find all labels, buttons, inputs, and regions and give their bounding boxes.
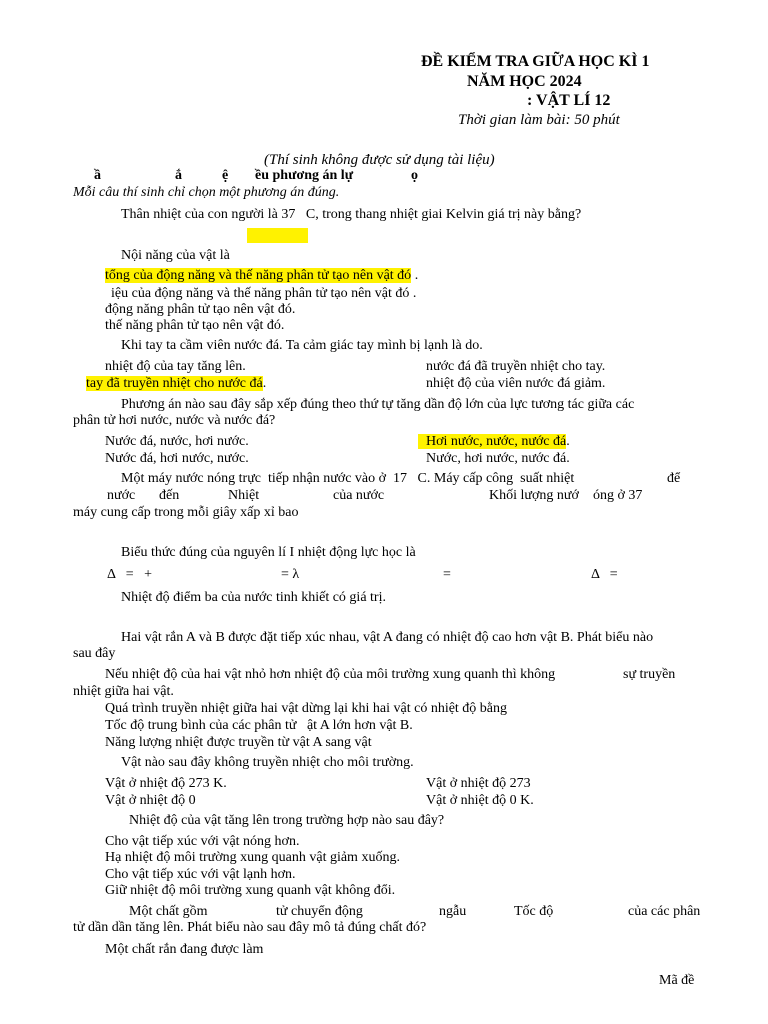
q11-fragment-3: ngẫu — [439, 904, 467, 919]
question-6: Biểu thức đúng của nguyên lí I nhiệt động lực học là — [121, 545, 416, 560]
q5-fragment-3: Nhiệt — [228, 488, 260, 503]
q2-option-a-text: tổng của động năng và thế năng phân tử tạo nên vật đó — [105, 268, 412, 283]
q5-fragment-1: nước — [107, 488, 136, 503]
q11-fragment-1: Một chất gồm — [129, 904, 208, 919]
question-8-line-1: Hai vật rắn A và B được đặt tiếp xúc nhau, vật A đang có nhiệt độ cao hơn vật B. Phát biểu nào — [121, 630, 654, 645]
q8-option-b: Quá trình truyền nhiệt giữa hai vật dừng lại khi hai vật có nhiệt độ bằng — [105, 701, 508, 716]
q2-option-a — [105, 268, 418, 284]
q6-formula-c: = — [443, 567, 451, 582]
question-8-line-2: sau đây — [73, 646, 116, 661]
q8-option-c: Tốc độ trung bình của các phân tử ật A lớn hơn vật B. — [105, 718, 413, 733]
q4-option-c: Nước đá, hơi nước, nước. — [105, 451, 249, 466]
q6-formula-a: Δ = + — [107, 567, 153, 582]
q6-formula-d: Δ = — [591, 567, 618, 582]
question-10: Nhiệt độ của vật tăng lên trong trường hợp nào sau đây? — [129, 813, 445, 828]
question-5-line-1-end: để — [667, 471, 681, 486]
q2-option-a-tail: . — [411, 268, 419, 283]
time-limit: Thời gian làm bài: 50 phút — [458, 112, 620, 128]
q10-option-a: Cho vật tiếp xúc với vật nóng hơn. — [105, 834, 300, 849]
q5-fragment-2: đến — [159, 488, 180, 503]
q8-option-a-line-2: nhiệt giữa hai vật. — [73, 684, 174, 699]
question-4-line-1: Phương án nào sau đây sắp xếp đúng theo thứ tự tăng dần độ lớn của lực tương tác giữa các — [121, 397, 635, 412]
q8-option-a-line-1: Nếu nhiệt độ của hai vật nhỏ hơn nhiệt độ của môi trường xung quanh thì không — [105, 667, 556, 682]
q10-option-c: Cho vật tiếp xúc với vật lạnh hơn. — [105, 867, 296, 882]
choose-one-instruction: Mỗi câu thí sinh chỉ chọn một phương án đúng. — [73, 185, 340, 200]
q9-option-d: Vật ở nhiệt độ 0 K. — [426, 793, 534, 808]
question-5-line-1: Một máy nước nóng trực tiếp nhận nước vào ở 17 C. Máy cấp công suất nhiệt — [121, 471, 575, 486]
q3-option-c-tail: . — [262, 376, 267, 391]
q11-fragment-2: tử chuyển động — [276, 904, 363, 919]
part-heading-fragment-1: ầ — [94, 168, 101, 183]
q4-option-b-tail: . — [566, 434, 570, 449]
q2-option-d: thế năng phân tử tạo nên vật đó. — [105, 318, 285, 333]
question-4-line-2: phân tử hơi nước, nước và nước đá? — [73, 413, 276, 428]
q3-option-b: nước đá đã truyền nhiệt cho tay. — [426, 359, 606, 374]
school-year: NĂM HỌC 2024 — [467, 73, 582, 90]
q3-option-a: nhiệt độ của tay tăng lên. — [105, 359, 246, 374]
question-5-line-3: máy cung cấp trong mỗi giây xấp xỉ bao — [73, 505, 299, 520]
exam-title: ĐỀ KIỂM TRA GIỮA HỌC KÌ 1 — [421, 53, 650, 70]
q10-option-b: Hạ nhiệt độ môi trường xung quanh vật giảm xuống. — [105, 850, 400, 865]
question-2: Nội năng của vật là — [121, 248, 230, 263]
q9-option-b: Vật ở nhiệt độ 273 — [426, 776, 531, 791]
q8-option-d: Năng lượng nhiệt được truyền từ vật A sang vật — [105, 735, 372, 750]
exam-code-label: Mã đề — [659, 973, 695, 988]
q4-option-b — [418, 434, 570, 450]
q3-option-c-text: tay đã truyền nhiệt cho nước đá — [86, 376, 263, 391]
no-documents-note: (Thí sinh không được sử dụng tài liệu) — [264, 152, 495, 168]
q5-fragment-5: Khối lượng nướ — [489, 488, 579, 503]
answer-highlight — [247, 228, 308, 243]
q10-option-d: Giữ nhiệt độ môi trường xung quanh vật không đổi. — [105, 883, 396, 898]
q2-option-c: động năng phân tử tạo nên vật đó. — [105, 302, 296, 317]
q2-option-b: iệu của động năng và thế năng phân tử tạo nên vật đó . — [111, 286, 417, 301]
q5-fragment-4: của nước — [333, 488, 385, 503]
question-3: Khi tay ta cầm viên nước đá. Ta cảm giác tay mình bị lạnh là do. — [121, 338, 483, 353]
part-heading-fragment-2: ắ — [175, 168, 182, 183]
q11-fragment-4: Tốc độ — [514, 904, 554, 919]
q11-fragment-5: của các phân — [628, 904, 701, 919]
q6-formula-b: = λ — [281, 567, 300, 582]
q8-option-a-line-1-end: sự truyền — [623, 667, 676, 682]
question-9: Vật nào sau đây không truyền nhiệt cho môi trường. — [121, 755, 414, 770]
q11-option-a: Một chất rắn đang được làm — [105, 942, 264, 957]
q4-option-d: Nước, hơi nước, nước đá. — [426, 451, 570, 466]
part-heading-fragment-3: ệ — [222, 168, 229, 183]
q4-option-a: Nước đá, nước, hơi nước. — [105, 434, 249, 449]
q3-option-d: nhiệt độ của viên nước đá giảm. — [426, 376, 606, 391]
subject: : VẬT LÍ 12 — [527, 92, 611, 109]
part-heading-fragment-4: ều phương án lự — [255, 168, 354, 183]
q4-option-b-text: Hơi nước, nước, nước đá — [418, 434, 566, 449]
question-11-line-2: tử dần dần tăng lên. Phát biểu nào sau đây mô tả đúng chất đó? — [73, 920, 427, 935]
q9-option-a: Vật ở nhiệt độ 273 K. — [105, 776, 227, 791]
q3-option-c — [86, 376, 266, 392]
part-heading-fragment-5: ọ — [411, 168, 418, 183]
question-7: Nhiệt độ điểm ba của nước tinh khiết có giá trị. — [121, 590, 386, 605]
q5-fragment-6: óng ở 37 — [593, 488, 643, 503]
question-1: Thân nhiệt của con người là 37 C, trong thang nhiệt giai Kelvin giá trị này bằng? — [121, 207, 582, 222]
q9-option-c: Vật ở nhiệt độ 0 — [105, 793, 196, 808]
